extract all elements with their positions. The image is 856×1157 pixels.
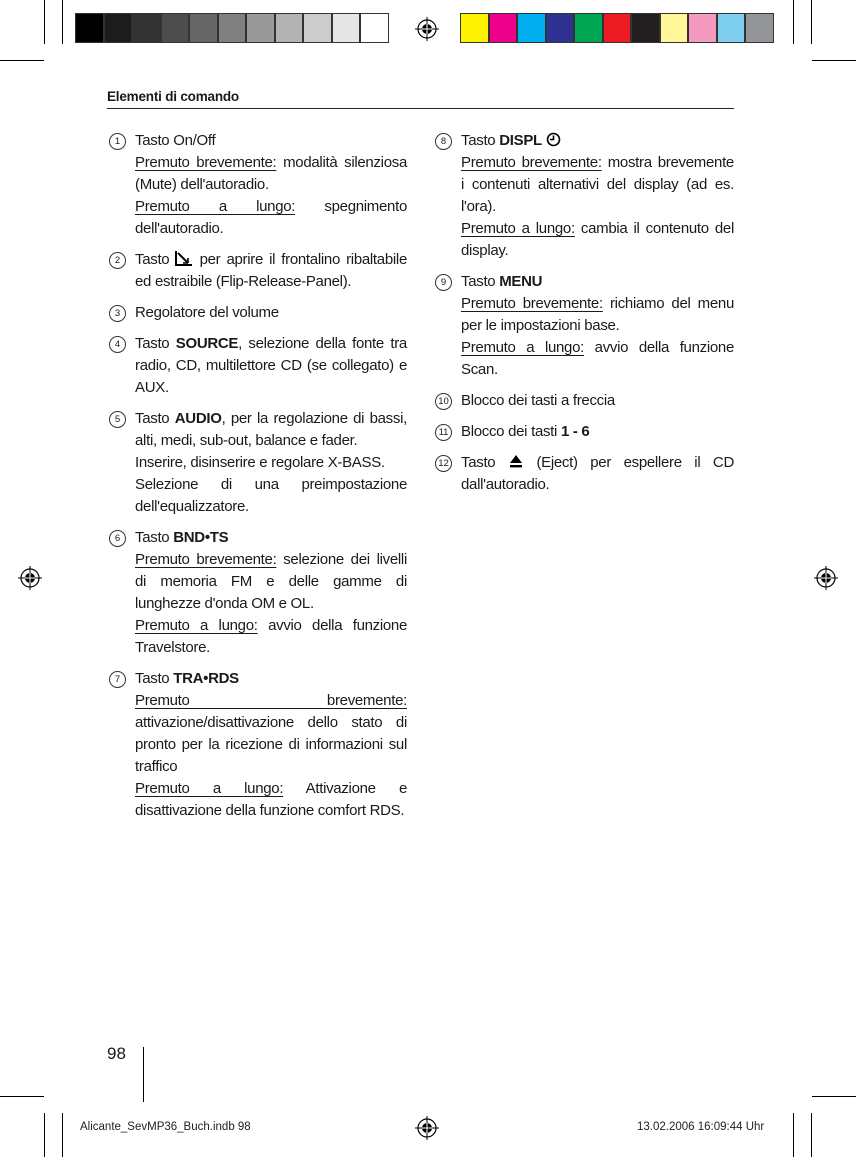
item-prefix: Tasto bbox=[135, 251, 176, 268]
key-name: AUDIO bbox=[174, 410, 222, 427]
long-press-label: Premuto a lungo: bbox=[135, 617, 258, 634]
long-press-label: Premuto a lungo: bbox=[135, 780, 284, 797]
item-title bbox=[461, 130, 734, 152]
crop-mark bbox=[812, 1096, 856, 1097]
open-panel-icon bbox=[175, 250, 193, 266]
list-item bbox=[114, 527, 408, 659]
color-swatch bbox=[303, 13, 332, 43]
page-number: 98 bbox=[107, 1044, 126, 1063]
item-prefix: Tasto bbox=[135, 410, 175, 427]
short-press-text: attivazione/disattivazione dello stato di pronto per la ricezione di informazioni sul traffico bbox=[135, 714, 407, 775]
color-swatch bbox=[688, 13, 717, 43]
item-text: , per la regolazione di bassi, alti, medi, sub-out, balance e fader. bbox=[135, 410, 407, 449]
crop-mark bbox=[44, 1113, 45, 1157]
footer-file: Alicante_SevMP36_Buch.indb 98 bbox=[80, 1121, 251, 1133]
color-swatch bbox=[603, 13, 632, 43]
key-name: SOURCE bbox=[175, 335, 239, 352]
short-press-label: Premuto brevemente: bbox=[135, 692, 407, 709]
list-item bbox=[114, 668, 407, 822]
long-press-description bbox=[461, 337, 734, 381]
item-prefix: Tasto bbox=[461, 454, 508, 471]
color-swatch bbox=[360, 13, 389, 43]
item-text: Blocco dei tasti a freccia bbox=[461, 392, 615, 409]
item-prefix: Tasto bbox=[461, 273, 500, 290]
item-text: (Eject) per espellere il CD dall'autoradio. bbox=[461, 454, 734, 493]
list-item bbox=[440, 130, 734, 262]
item-prefix: Tasto bbox=[461, 132, 500, 149]
color-swatch bbox=[745, 13, 774, 43]
list-item bbox=[114, 333, 407, 399]
item-text: Regolatore del volume bbox=[135, 304, 279, 321]
item-text-block bbox=[135, 408, 407, 452]
registration-mark-icon bbox=[415, 1116, 439, 1140]
color-swatch bbox=[189, 13, 218, 43]
page-number-divider bbox=[143, 1047, 144, 1102]
item-prefix: Tasto bbox=[135, 670, 174, 687]
item-title: Tasto On/Off bbox=[135, 132, 216, 149]
key-name: 1 - 6 bbox=[560, 423, 590, 440]
short-press-description bbox=[135, 549, 407, 615]
long-press-description bbox=[135, 778, 407, 822]
item-number: 6 bbox=[109, 530, 126, 547]
crop-mark bbox=[44, 0, 45, 44]
short-press-text: mostra brevemente i contenuti alternativi del display (ad es. l'ora). bbox=[461, 154, 734, 215]
long-press-text: avvio della funzione Scan. bbox=[461, 339, 735, 378]
item-text: per aprire il frontalino ribaltabile ed estraibile (Flip-Release-Panel). bbox=[135, 251, 407, 290]
item-title bbox=[135, 668, 407, 690]
crop-mark bbox=[793, 1113, 794, 1157]
item-prefix: Tasto bbox=[135, 335, 176, 352]
long-press-description bbox=[135, 615, 407, 659]
crop-mark bbox=[812, 60, 856, 61]
color-swatch bbox=[332, 13, 361, 43]
item-line: Inserire, disinserire e regolare X-BASS. bbox=[135, 454, 385, 471]
short-press-label: Premuto brevemente: bbox=[135, 154, 277, 171]
item-prefix: Blocco dei tasti bbox=[461, 423, 561, 440]
key-name: DISPL bbox=[499, 132, 542, 149]
item-title bbox=[135, 527, 407, 549]
item-line: Selezione di una preimpostazione dell'equalizzatore. bbox=[135, 476, 407, 515]
long-press-label: Premuto a lungo: bbox=[135, 198, 296, 215]
list-item bbox=[438, 421, 734, 443]
color-swatch bbox=[631, 13, 660, 43]
footer-timestamp: 13.02.2006 16:09:44 Uhr bbox=[637, 1121, 765, 1133]
long-press-text: spegnimento dell'autoradio. bbox=[135, 198, 407, 237]
item-prefix: Tasto bbox=[135, 529, 174, 546]
color-swatch bbox=[660, 13, 689, 43]
color-swatch bbox=[246, 13, 275, 43]
crop-mark bbox=[811, 1113, 812, 1157]
short-press-text: modalità silenziosa (Mute) dell'autoradio. bbox=[135, 154, 407, 193]
color-swatch bbox=[489, 13, 518, 43]
color-swatch bbox=[104, 13, 133, 43]
list-item bbox=[438, 390, 734, 412]
crop-mark bbox=[0, 1096, 44, 1097]
item-number: 8 bbox=[435, 133, 452, 150]
short-press-label: Premuto brevemente: bbox=[135, 551, 277, 568]
color-swatch bbox=[275, 13, 304, 43]
long-press-text: cambia il contenuto del display. bbox=[461, 220, 734, 259]
crop-mark bbox=[811, 0, 812, 44]
short-press-description bbox=[461, 293, 734, 337]
item-number: 4 bbox=[109, 336, 126, 353]
color-swatch bbox=[75, 13, 104, 43]
right-column bbox=[438, 130, 735, 505]
key-name: BND•TS bbox=[173, 529, 229, 546]
color-swatch bbox=[132, 13, 161, 43]
short-press-label: Premuto brevemente: bbox=[461, 154, 602, 171]
color-swatch bbox=[517, 13, 546, 43]
list-item bbox=[438, 452, 734, 496]
grayscale-bar bbox=[75, 13, 389, 43]
key-name: TRA•RDS bbox=[173, 670, 239, 687]
short-press-description bbox=[461, 152, 734, 218]
short-press-label: Premuto brevemente: bbox=[461, 295, 603, 312]
color-bar bbox=[460, 13, 774, 43]
long-press-description bbox=[461, 218, 734, 262]
list-item bbox=[440, 271, 735, 381]
color-swatch bbox=[161, 13, 190, 43]
item-number: 7 bbox=[109, 671, 126, 688]
item-number: 10 bbox=[435, 393, 452, 410]
list-item bbox=[114, 249, 407, 293]
registration-mark-icon bbox=[18, 566, 42, 590]
crop-mark bbox=[62, 1113, 63, 1157]
item-number: 3 bbox=[109, 305, 126, 322]
crop-mark bbox=[0, 60, 44, 61]
item-number: 12 bbox=[435, 455, 452, 472]
registration-mark-icon bbox=[415, 17, 439, 41]
long-press-label: Premuto a lungo: bbox=[461, 220, 575, 237]
eject-icon bbox=[508, 453, 524, 469]
item-title bbox=[461, 271, 734, 293]
list-item bbox=[114, 408, 407, 518]
long-press-text: avvio della funzione Travelstore. bbox=[135, 617, 408, 656]
crop-mark bbox=[62, 0, 63, 44]
item-number: 1 bbox=[109, 133, 126, 150]
color-swatch bbox=[460, 13, 489, 43]
long-press-description bbox=[135, 196, 407, 240]
short-press-text: richiamo del menu per le impostazioni base. bbox=[461, 295, 734, 334]
color-swatch bbox=[717, 13, 746, 43]
long-press-text: Attivazione e disattivazione della funzione comfort RDS. bbox=[135, 780, 407, 819]
item-number: 9 bbox=[435, 274, 452, 291]
registration-mark-icon bbox=[814, 566, 838, 590]
item-number: 5 bbox=[109, 411, 126, 428]
long-press-label: Premuto a lungo: bbox=[461, 339, 585, 356]
item-text: , selezione della fonte tra radio, CD, multilettore CD (se collegato) e AUX. bbox=[135, 335, 407, 396]
left-column bbox=[114, 130, 408, 831]
short-press-description bbox=[135, 152, 407, 196]
item-number: 11 bbox=[435, 424, 452, 441]
list-item bbox=[114, 302, 407, 324]
crop-mark bbox=[793, 0, 794, 44]
color-swatch bbox=[546, 13, 575, 43]
key-name: MENU bbox=[499, 273, 543, 290]
item-number: 2 bbox=[109, 252, 126, 269]
short-press-description bbox=[135, 690, 407, 778]
color-swatch bbox=[218, 13, 247, 43]
section-title: Elementi di comando bbox=[107, 89, 734, 109]
color-swatch bbox=[574, 13, 603, 43]
list-item bbox=[114, 130, 407, 240]
clock-icon bbox=[546, 132, 561, 147]
short-press-text: selezione dei livelli di memoria FM e delle gamme di lunghezze d'onda OM e OL. bbox=[135, 551, 407, 612]
